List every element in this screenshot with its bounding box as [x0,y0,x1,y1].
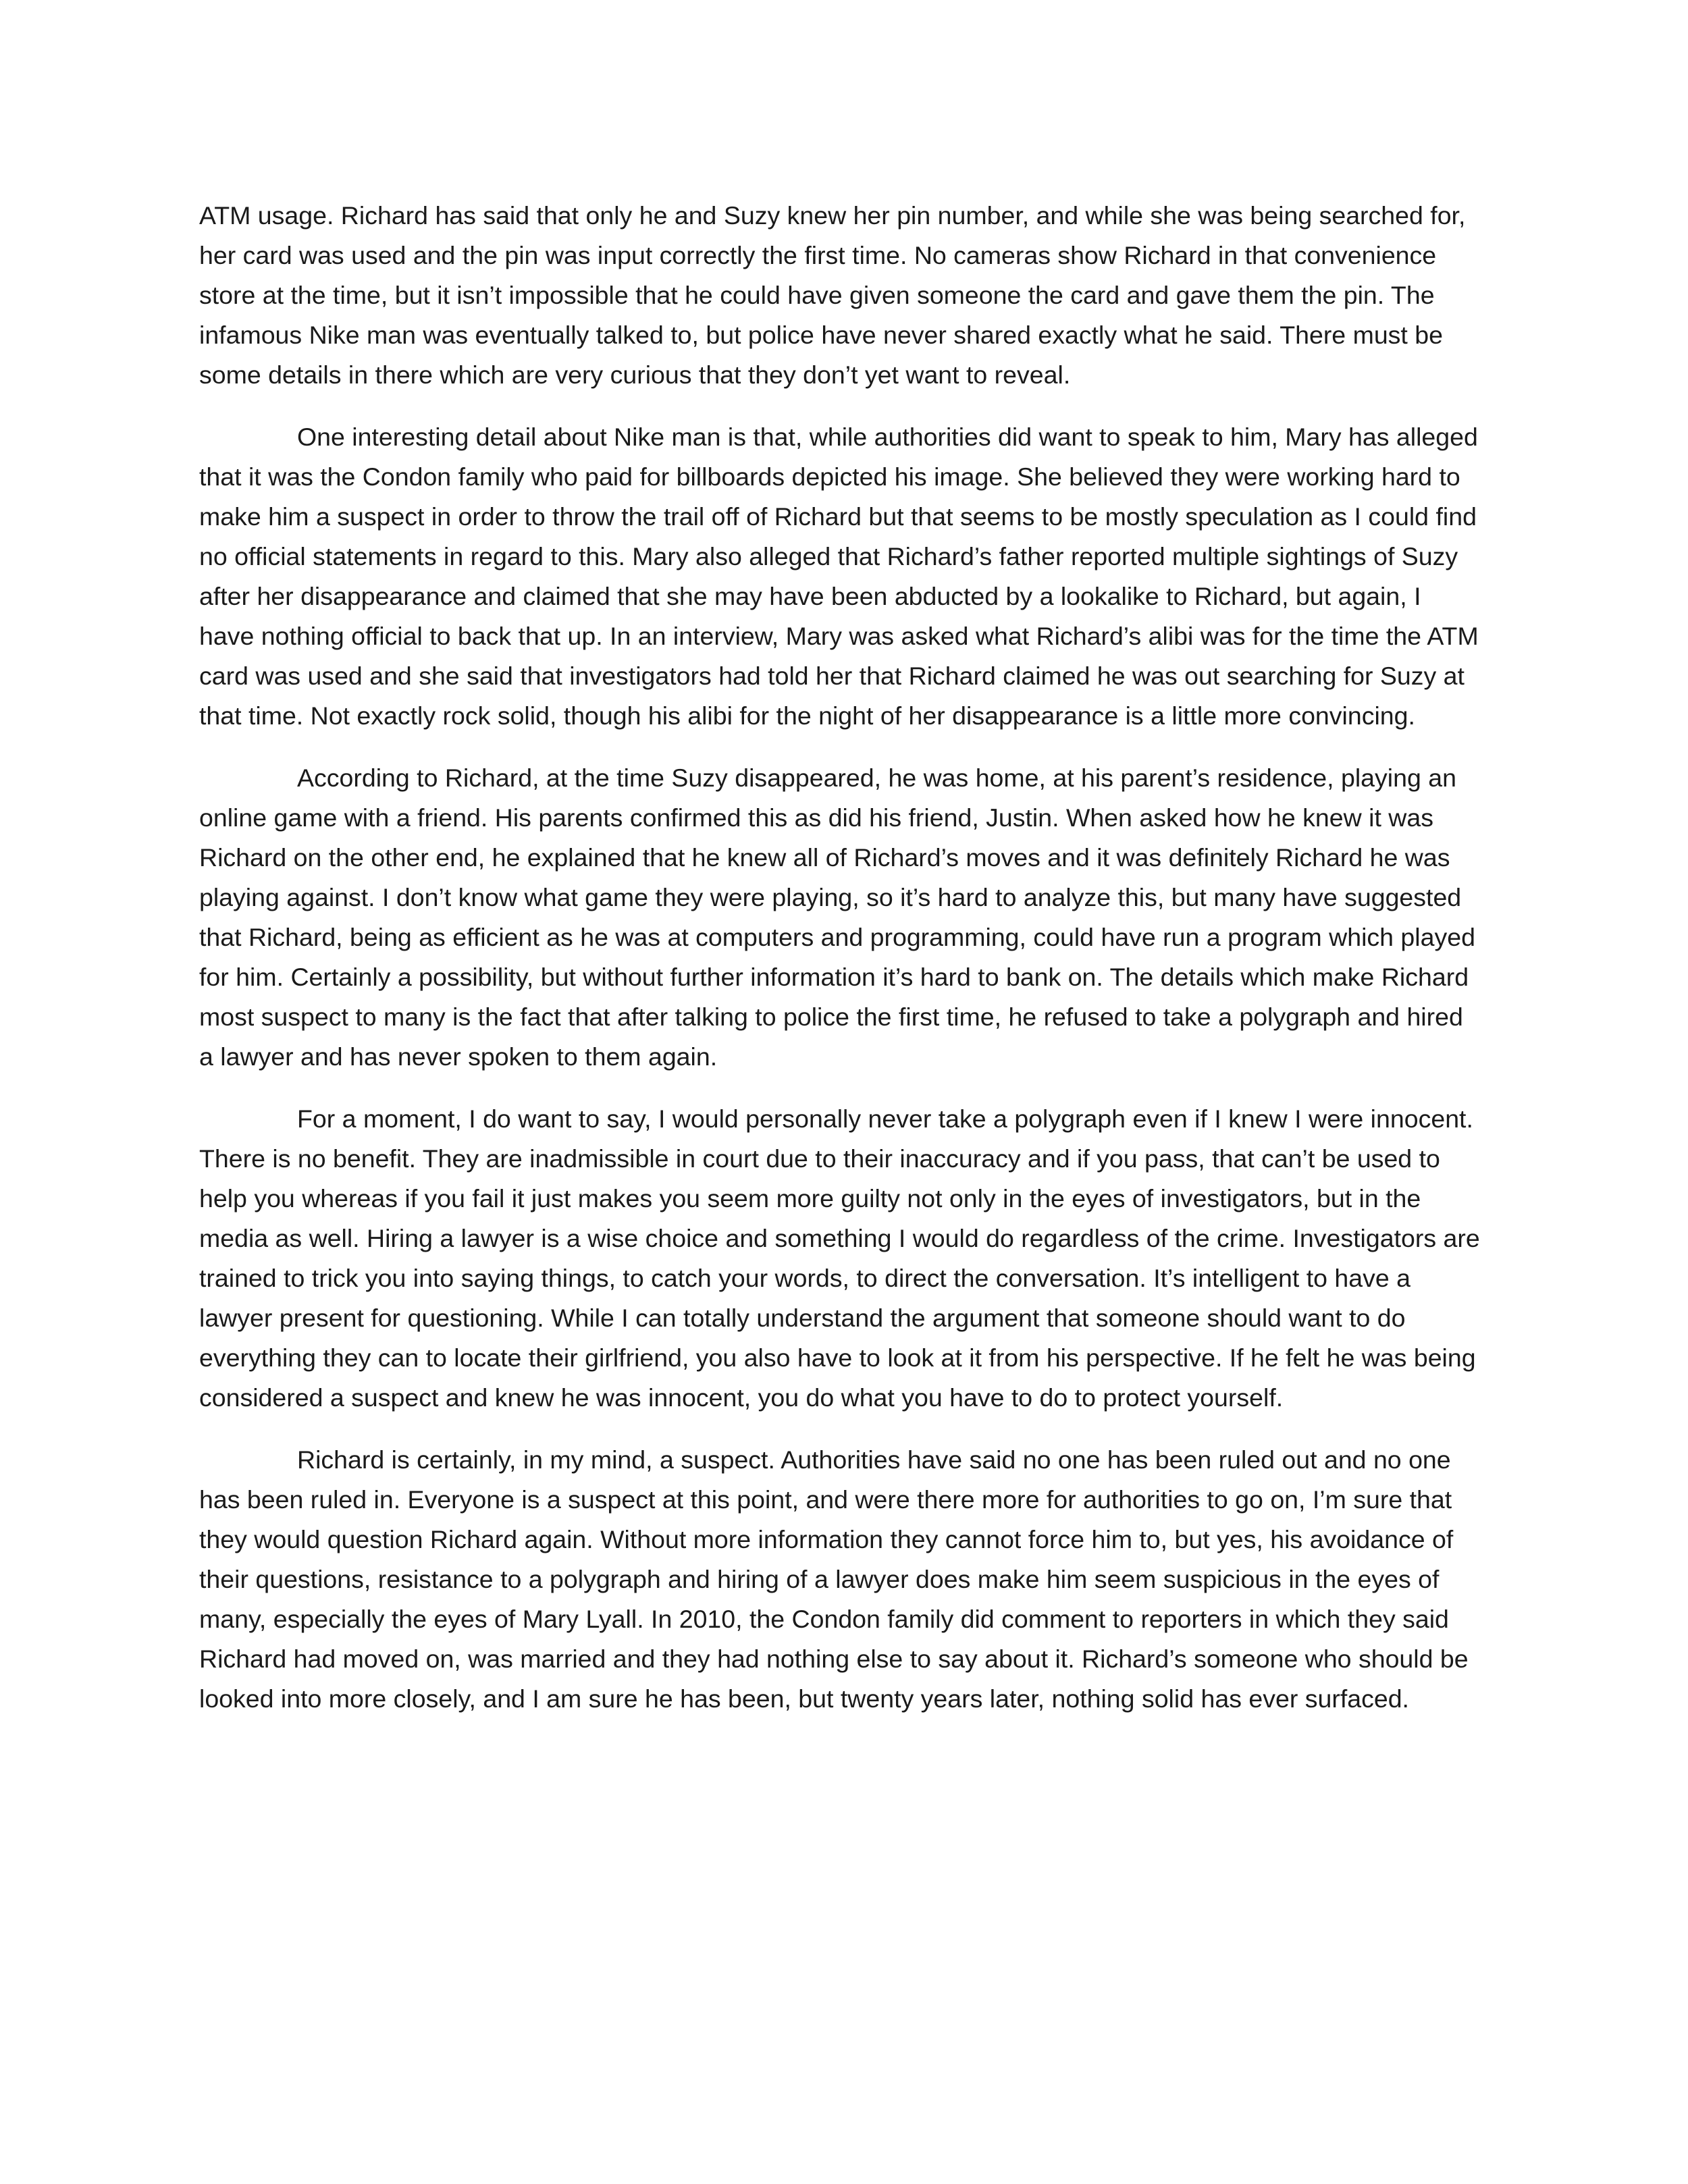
paragraph-richard-alibi: According to Richard, at the time Suzy disappeared, he was home, at his parent’s residence, playing an online game with a friend. His parents confirmed this as did his friend, Justin. When asked how he knew it was Richard on the other end, he explained that he knew all of Richard’s moves and it was definitely Richard he was playing against. I don’t know what game they were playing, so it’s hard to analyze this, but many have suggested that Richard, being as efficient as he was at computers and programming, could have run a program which played for him. Certainly a possibility, but without further information it’s hard to bank on. The details which make Richard most suspect to many is the fact that after talking to police the first time, he refused to take a polygraph and hired a lawyer and has never spoken to them again. [199,764,1475,1071]
paragraph-nike-man: One interesting detail about Nike man is that, while authorities did want to speak to him, Mary has alleged that it was the Condon family who paid for billboards depicted his image. She believed they were working hard to make him a suspect in order to throw the trail off of Richard but that seems to be mostly speculation as I could find no official statements in regard to this. Mary also alleged that Richard’s father reported multiple sightings of Suzy after her disappearance and claimed that she may have been abducted by a lookalike to Richard, but again, I have nothing official to back that up. In an interview, Mary was asked what Richard’s alibi was for the time the ATM card was used and she said that investigators had told her that Richard claimed he was out searching for Suzy at that time. Not exactly rock solid, though his alibi for the night of her disappearance is a little more convincing. [199,423,1479,730]
paragraph-polygraph: For a moment, I do want to say, I would personally never take a polygraph even if I knew I were innocent. There is no benefit. They are inadmissible in court due to their inaccuracy and if you pass, that can’t be used to help you whereas if you fail it just makes you seem more guilty not only in the eyes of investigators, but in the media as well. Hiring a lawyer is a wise choice and something I would do regardless of the crime. Investigators are trained to trick you into saying things, to catch your words, to direct the conversation. It’s intelligent to have a lawyer present for questioning. While I can totally understand the argument that someone should want to do everything they can to locate their girlfriend, you also have to look at it from his perspective. If he felt he was being considered a suspect and knew he was innocent, you do what you have to do to protect yourself. [199,1104,1480,1412]
document-page [199,196,1482,1741]
paragraph-suspect-conclusion: Richard is certainly, in my mind, a suspect. Authorities have said no one has been ruled out and no one has been ruled in. Everyone is a suspect at this point, and were there more for authorities to go on, I’m sure that they would question Richard again. Without more information they cannot force him to, but yes, his avoidance of their questions, resistance to a polygraph and hiring of a lawyer does make him seem suspicious in the eyes of many, especially the eyes of Mary Lyall. In 2010, the Condon family did comment to reporters in which they said Richard had moved on, was married and they had nothing else to say about it. Richard’s someone who should be looked into more closely, and I am sure he has been, but twenty years later, nothing solid has ever surfaced. [199,1445,1469,1713]
paragraph-atm-usage: ATM usage. Richard has said that only he and Suzy knew her pin number, and while she was being searched for, her card was used and the pin was input correctly the first time. No cameras show Richard in that convenience store at the time, but it isn’t impossible that he could have given someone the card and gave them the pin. The infamous Nike man was eventually talked to, but police have never shared exactly what he said. There must be some details in there which are very curious that they don’t yet want to reveal. [199,201,1466,389]
